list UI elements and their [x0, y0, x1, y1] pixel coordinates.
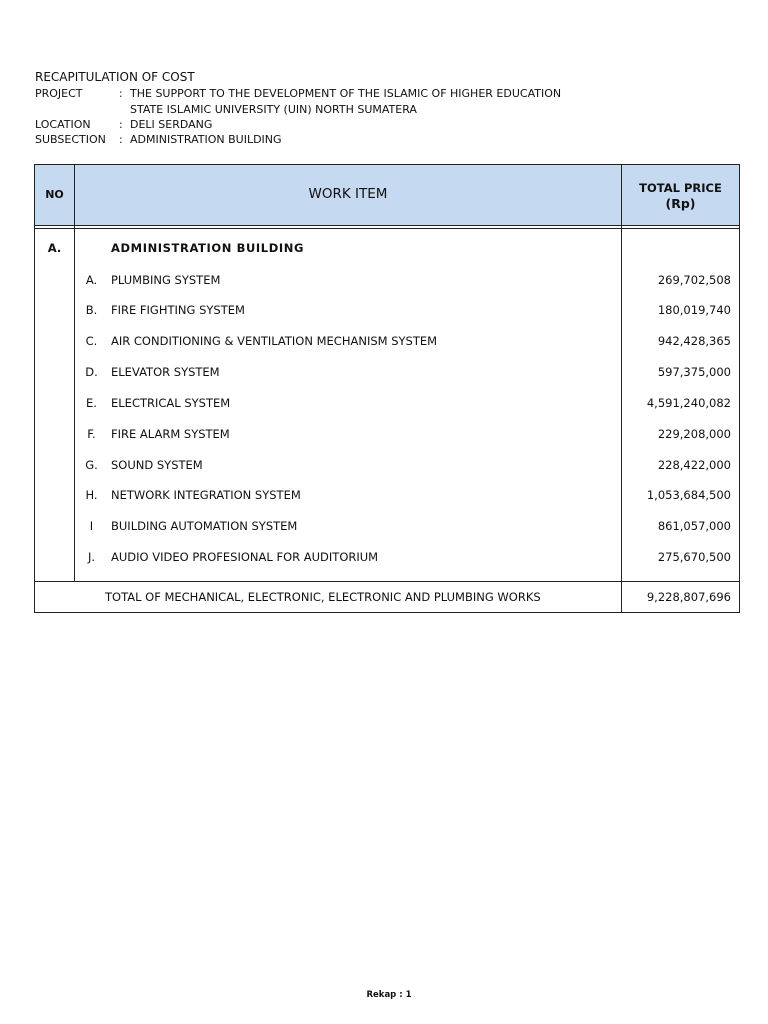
item-description: SOUND SYSTEM: [111, 458, 203, 472]
item-price: 4,591,240,082: [646, 396, 731, 410]
item-description: ELEVATOR SYSTEM: [111, 365, 220, 379]
table-row: [0, 488, 768, 504]
location-colon: :: [119, 118, 123, 131]
item-letter: D.: [85, 365, 98, 379]
column-header-total-price-line1: TOTAL PRICE: [639, 181, 722, 195]
table-row: [0, 458, 768, 474]
header-divider-2: [34, 228, 740, 229]
item-description: PLUMBING SYSTEM: [111, 273, 221, 287]
item-letter: E.: [86, 396, 97, 410]
item-letter: F.: [87, 427, 96, 441]
item-description: ELECTRICAL SYSTEM: [111, 396, 231, 410]
table-row: [0, 334, 768, 350]
table-row: [0, 427, 768, 443]
project-value-line1: THE SUPPORT TO THE DEVELOPMENT OF THE ISLAMIC OF HIGHER EDUCATION: [130, 87, 562, 100]
column-header-total-price-line2: (Rp): [665, 196, 696, 211]
table-row: [0, 365, 768, 381]
item-description: AUDIO VIDEO PROFESIONAL FOR AUDITORIUM: [111, 550, 379, 564]
table-border-bottom: [34, 612, 740, 613]
item-description: NETWORK INTEGRATION SYSTEM: [111, 488, 301, 502]
table-border-right: [739, 164, 740, 613]
item-price: 180,019,740: [657, 303, 731, 317]
item-letter: A.: [85, 273, 98, 287]
section-title: ADMINISTRATION BUILDING: [111, 241, 304, 255]
location-value: DELI SERDANG: [130, 118, 213, 131]
page-footer-label: Rekap : 1: [366, 990, 412, 1000]
item-letter: C.: [85, 334, 98, 348]
item-letter: I: [89, 519, 94, 533]
table-row: [0, 550, 768, 566]
subsection-colon: :: [119, 133, 123, 146]
section-number: A.: [47, 241, 62, 255]
table-row: [0, 519, 768, 535]
item-price: 275,670,500: [657, 550, 731, 564]
header-divider-1: [34, 225, 740, 226]
item-letter: H.: [85, 488, 98, 502]
item-description: BUILDING AUTOMATION SYSTEM: [111, 519, 298, 533]
item-price: 942,428,365: [657, 334, 731, 348]
project-label: PROJECT: [35, 87, 83, 100]
table-row: [0, 303, 768, 319]
item-price: 269,702,508: [657, 273, 731, 287]
item-letter: J.: [87, 550, 96, 564]
column-header-work-item: WORK ITEM: [308, 186, 388, 202]
item-price: 861,057,000: [657, 519, 731, 533]
table-row: [0, 396, 768, 412]
location-label: LOCATION: [35, 118, 91, 131]
column-header-no: NO: [45, 188, 64, 201]
total-value: 9,228,807,696: [646, 590, 731, 604]
subsection-value: ADMINISTRATION BUILDING: [130, 133, 282, 146]
table-border-left: [34, 164, 35, 613]
item-price: 1,053,684,500: [646, 488, 731, 502]
item-price: 597,375,000: [657, 365, 731, 379]
total-row-divider: [34, 581, 740, 582]
table-border-top: [34, 164, 740, 165]
item-description: FIRE ALARM SYSTEM: [111, 427, 230, 441]
column-divider-price: [621, 164, 622, 613]
document-title: RECAPITULATION OF COST: [35, 70, 195, 84]
total-label: TOTAL OF MECHANICAL, ELECTRONIC, ELECTRONIC AND PLUMBING WORKS: [105, 590, 541, 604]
project-value-line2: STATE ISLAMIC UNIVERSITY (UIN) NORTH SUMATERA: [130, 103, 417, 116]
project-colon: :: [119, 87, 123, 100]
subsection-label: SUBSECTION: [35, 133, 106, 146]
item-price: 229,208,000: [657, 427, 731, 441]
item-letter: B.: [85, 303, 98, 317]
table-row: [0, 273, 768, 289]
item-description: FIRE FIGHTING SYSTEM: [111, 303, 245, 317]
item-letter: G.: [85, 458, 98, 472]
column-header-total-price: [622, 180, 739, 212]
item-description: AIR CONDITIONING & VENTILATION MECHANISM SYSTEM: [111, 334, 438, 348]
item-price: 228,422,000: [657, 458, 731, 472]
